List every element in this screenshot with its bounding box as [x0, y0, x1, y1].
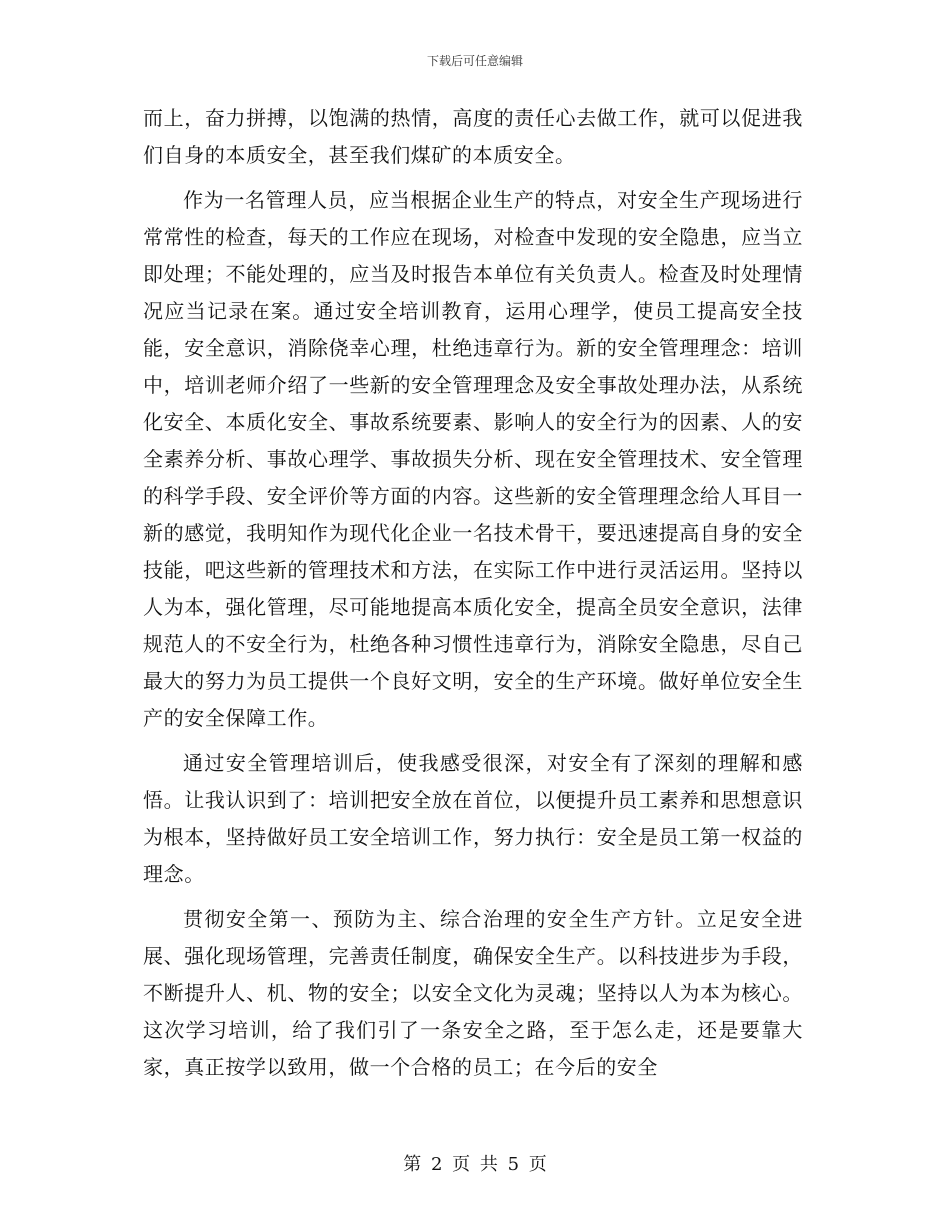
paragraph-4: 贯彻安全第一、预防为主、综合治理的安全生产方针。立足安全进展、强化现场管理，完善责任制度，确保安全生产。以科技进步为手段，不断提升人、机、物的安全；以安全文化为灵魂；坚持以人为本为核心。这次学习培训，给了我们引了一条安全之路，至于怎么走，还是要靠大家，真正按学以致用，做一个合格的员工；在今后的安全: [143, 907, 803, 1079]
paragraph-2: 作为一名管理人员，应当根据企业生产的特点，对安全生产现场进行常常性的检查，每天的工作应在现场，对检查中发现的安全隐患，应当立即处理；不能处理的，应当及时报告本单位有关负责人。检查及时处理情况应当记录在案。通过安全培训教育，运用心理学，使员工提高安全技能，安全意识，消除侥幸心理，杜绝违章行为。新的安全管理理念：培训中，培训老师介绍了一些新的安全管理理念及安全事故处理办法，从系统化安全、本质化安全、事故系统要素、影响人的安全行为的因素、人的安全素养分析、事故心理学、事故损失分析、现在安全管理技术、安全管理的科学手段、安全评价等方面的内容。这些新的安全管理理念给人耳目一新的感觉，我明知作为现代化企业一名技术骨干，要迅速提高自身的安全技能，吧这些新的管理技术和方法，在实际工作中进行灵活运用。坚持以人为本，强化管理，尽可能地提高本质化安全，提高全员安全意识，法律规范人的不安全行为，杜绝各种习惯性违章行为，消除安全隐患，尽自己最大的努力为员工提供一个良好文明，安全的生产环境。做好单位安全生产的安全保障工作。: [143, 188, 803, 730]
paragraph-1: 而上，奋力拼搏，以饱满的热情，高度的责任心去做工作，就可以促进我们自身的本质安全，甚至我们煤矿的本质安全。: [143, 106, 803, 167]
page-header-note: 下载后可任意编辑: [426, 54, 523, 68]
page-number: 第 2 页 共 5 页: [403, 1154, 547, 1175]
document-body: [143, 100, 803, 1086]
paragraph-3: 通过安全管理培训后，使我感受很深，对安全有了深刻的理解和感悟。让我认识到了：培训把安全放在首位，以便提升员工素养和思想意识为根本，坚持做好员工安全培训工作，努力执行：安全是员工第一权益的理念。: [143, 751, 803, 886]
